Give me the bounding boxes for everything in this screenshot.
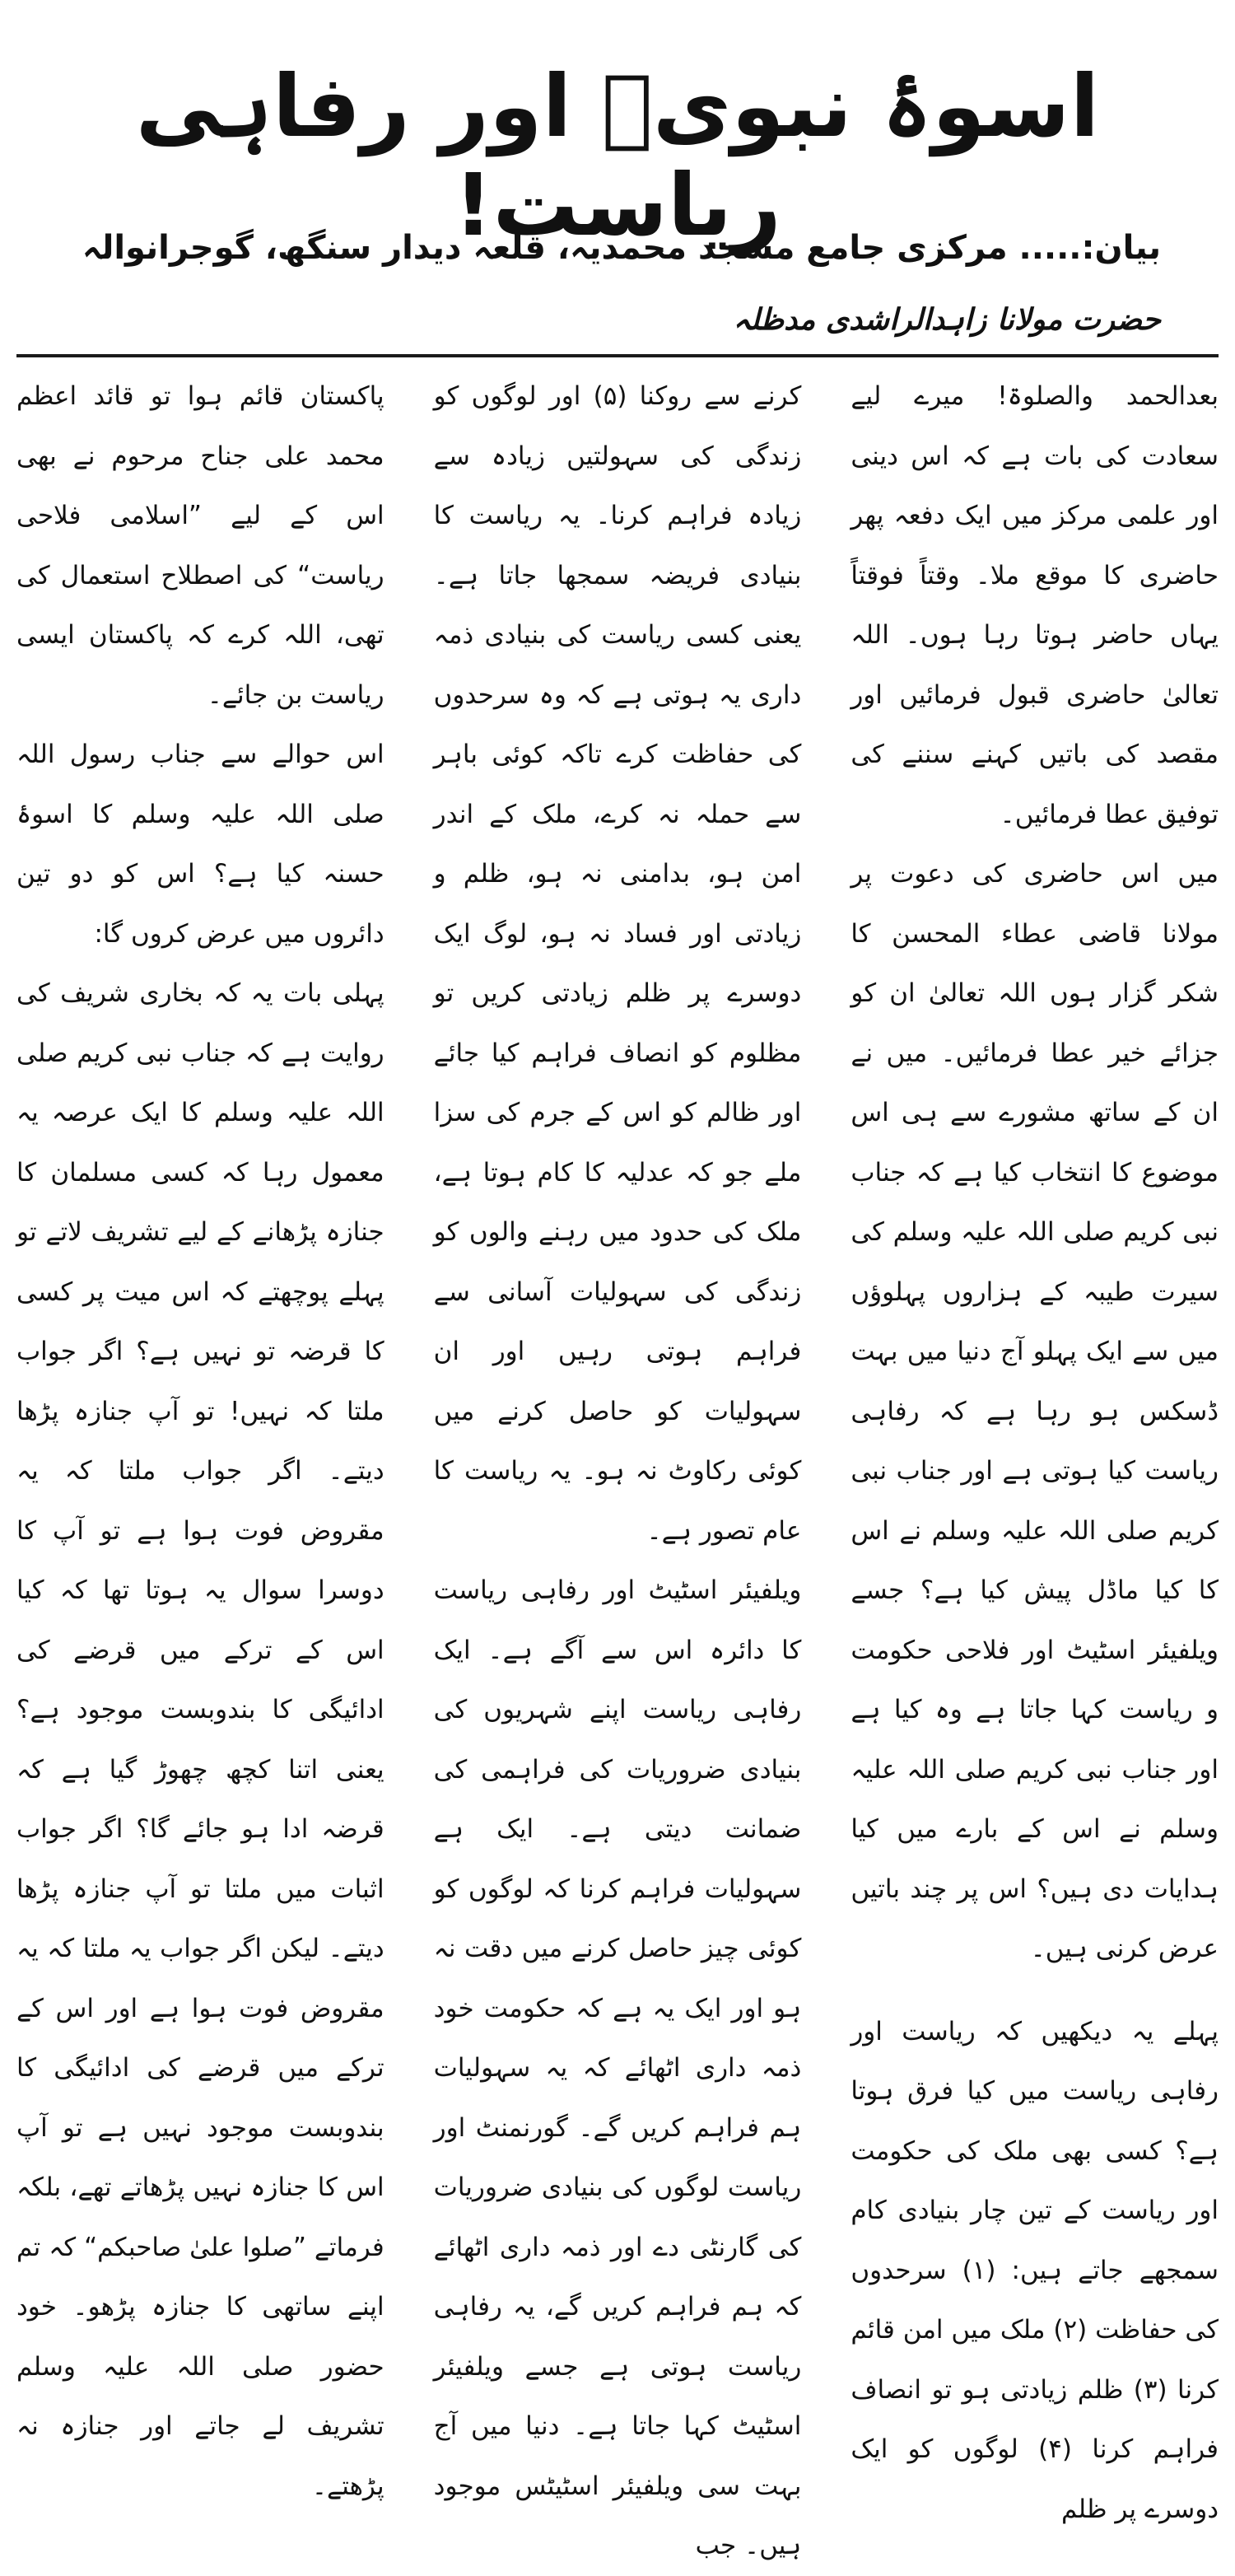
column-1 (851, 366, 1219, 2524)
paragraph: بعدالحمد والصلوۃ! میرے لیے سعادت کی بات ہے کہ اس دینی اور علمی مرکز میں ایک دفعہ پھر حاضری کا موقع ملا۔ وقتاً فوقتاً یہاں حاضر ہوتا رہا ہوں۔ اللہ تعالیٰ حاضری قبول فرمائیں اور مقصد کی باتیں کہنے سننے کی توفیق عطا فرمائیں۔ (851, 381, 1219, 829)
article-title: اسوۂ نبویؐ اور رفاہی ریاست! (135, 56, 1100, 255)
paragraph: پاکستان قائم ہوا تو قائد اعظم محمد علی جناح مرحوم نے بھی اس کے لیے ”اسلامی فلاحی ریاست“ کی اصطلاح استعمال کی تھی، اللہ کرے کہ پاکستان ایسی ریاست بن جائے۔ (16, 381, 384, 710)
paragraph: ویلفیئر اسٹیٹ اور رفاہی ریاست کا دائرہ اس سے آگے ہے۔ ایک رفاہی ریاست اپنے شہریوں کی بنیادی ضروریات کی فراہمی کی ضمانت دیتی ہے۔ ایک ہے سہولیات فراہم کرنا کہ لوگوں کو کوئی چیز حاصل کرنے میں دقت نہ ہو اور ایک یہ ہے کہ حکومت خود ذمہ داری اٹھائے کہ یہ سہولیات ہم فراہم کریں گے۔ گورنمنٹ اور ریاست لوگوں کی بنیادی ضروریات کی گارنٹی دے اور ذمہ داری اٹھائے کہ ہم فراہم کریں گے، یہ رفاہی ریاست ہوتی ہے جسے ویلفیئر اسٹیٹ کہا جاتا ہے۔ دنیا میں آج بہت سی ویلفیئر اسٹیٹس موجود ہیں۔ جب (433, 1575, 802, 2560)
column-2 (433, 366, 802, 2560)
paragraph: میں اس حاضری کی دعوت پر مولانا قاضی عطاء المحسن کا شکر گزار ہوں اللہ تعالیٰ ان کو جزائے خیر عطا فرمائیں۔ میں نے ان کے ساتھ مشورے سے ہی اس موضوع کا انتخاب کیا ہے کہ جناب نبی کریم صلی اللہ علیہ وسلم کی سیرت طیبہ کے ہزاروں پہلوؤں میں سے ایک پہلو آج دنیا میں بہت ڈسکس ہو رہا ہے کہ رفاہی ریاست کیا ہوتی ہے اور جناب نبی کریم صلی اللہ علیہ وسلم نے اس کا کیا ماڈل پیش کیا ہے؟ جسے ویلفیئر اسٹیٹ اور فلاحی حکومت و ریاست کہا جاتا ہے وہ کیا ہے اور جناب نبی کریم صلی اللہ علیہ وسلم نے اس کے بارے میں کیا ہدایات دی ہیں؟ اس پر چند باتیں عرض کرنی ہیں۔ (851, 859, 1219, 1963)
paragraph: اس حوالے سے جناب رسول اللہ صلی اللہ علیہ وسلم کا اسوۂ حسنہ کیا ہے؟ اس کو دو تین دائروں میں عرض کروں گا: (16, 740, 384, 949)
column-3 (16, 366, 384, 2501)
article-subtitle: بیان:..... مرکزی جامع مسجد محمدیہ، قلعہ دیدار سنگھ، گوجرانوالہ (82, 229, 1161, 267)
article-author: حضرت مولانا زاہدالراشدی مدظلہ (733, 303, 1161, 337)
header-divider (16, 354, 1219, 357)
paragraph: کرنے سے روکنا (۵) اور لوگوں کو زندگی کی سہولتیں زیادہ سے زیادہ فراہم کرنا۔ یہ ریاست کا بنیادی فریضہ سمجھا جاتا ہے۔ یعنی کسی ریاست کی بنیادی ذمہ داری یہ ہوتی ہے کہ وہ سرحدوں کی حفاظت کرے تاکہ کوئی باہر سے حملہ نہ کرے، ملک کے اندر امن ہو، بدامنی نہ ہو، ظلم و زیادتی اور فساد نہ ہو، لوگ ایک دوسرے پر ظلم زیادتی کریں تو مظلوم کو انصاف فراہم کیا جائے اور ظالم کو اس کے جرم کی سزا ملے جو کہ عدلیہ کا کام ہوتا ہے، ملک کی حدود میں رہنے والوں کو زندگی کی سہولیات آسانی سے فراہم ہوتی رہیں اور ان سہولیات کو حاصل کرنے میں کوئی رکاوٹ نہ ہو۔ یہ ریاست کا عام تصور ہے۔ (433, 381, 802, 1546)
article-body (16, 366, 1219, 2560)
paragraph: پہلے یہ دیکھیں کہ ریاست اور رفاہی ریاست میں کیا فرق ہوتا ہے؟ کسی بھی ملک کی حکومت اور ریاست کے تین چار بنیادی کام سمجھے جاتے ہیں: (۱) سرحدوں کی حفاظت (۲) ملک میں امن قائم کرنا (۳) ظلم زیادتی ہو تو انصاف فراہم کرنا (۴) لوگوں کو ایک دوسرے پر ظلم (851, 2016, 1219, 2524)
paragraph: پہلی بات یہ کہ بخاری شریف کی روایت ہے کہ جناب نبی کریم صلی اللہ علیہ وسلم کا ایک عرصہ یہ معمول رہا کہ کسی مسلمان کا جنازہ پڑھانے کے لیے تشریف لاتے تو پہلے پوچھتے کہ اس میت پر کسی کا قرضہ تو نہیں ہے؟ اگر جواب ملتا کہ نہیں! تو آپ جنازہ پڑھا دیتے۔ اگر جواب ملتا کہ یہ مقروض فوت ہوا ہے تو آپ کا دوسرا سوال یہ ہوتا تھا کہ کیا اس کے ترکے میں قرضے کی ادائیگی کا بندوبست موجود ہے؟ یعنی اتنا کچھ چھوڑ گیا ہے کہ قرضہ ادا ہو جائے گا؟ اگر جواب اثبات میں ملتا تو آپ جنازہ پڑھا دیتے۔ لیکن اگر جواب یہ ملتا کہ یہ مقروض فوت ہوا ہے اور اس کے ترکے میں قرضے کی ادائیگی کا بندوبست موجود نہیں ہے تو آپ اس کا جنازہ نہیں پڑھاتے تھے، بلکہ فرماتے ”صلوا علیٰ صاحبکم“ کہ تم اپنے ساتھی کا جنازہ پڑھو۔ خود حضور صلی اللہ علیہ وسلم تشریف لے جاتے اور جنازہ نہ پڑھتے۔ (16, 978, 384, 2501)
